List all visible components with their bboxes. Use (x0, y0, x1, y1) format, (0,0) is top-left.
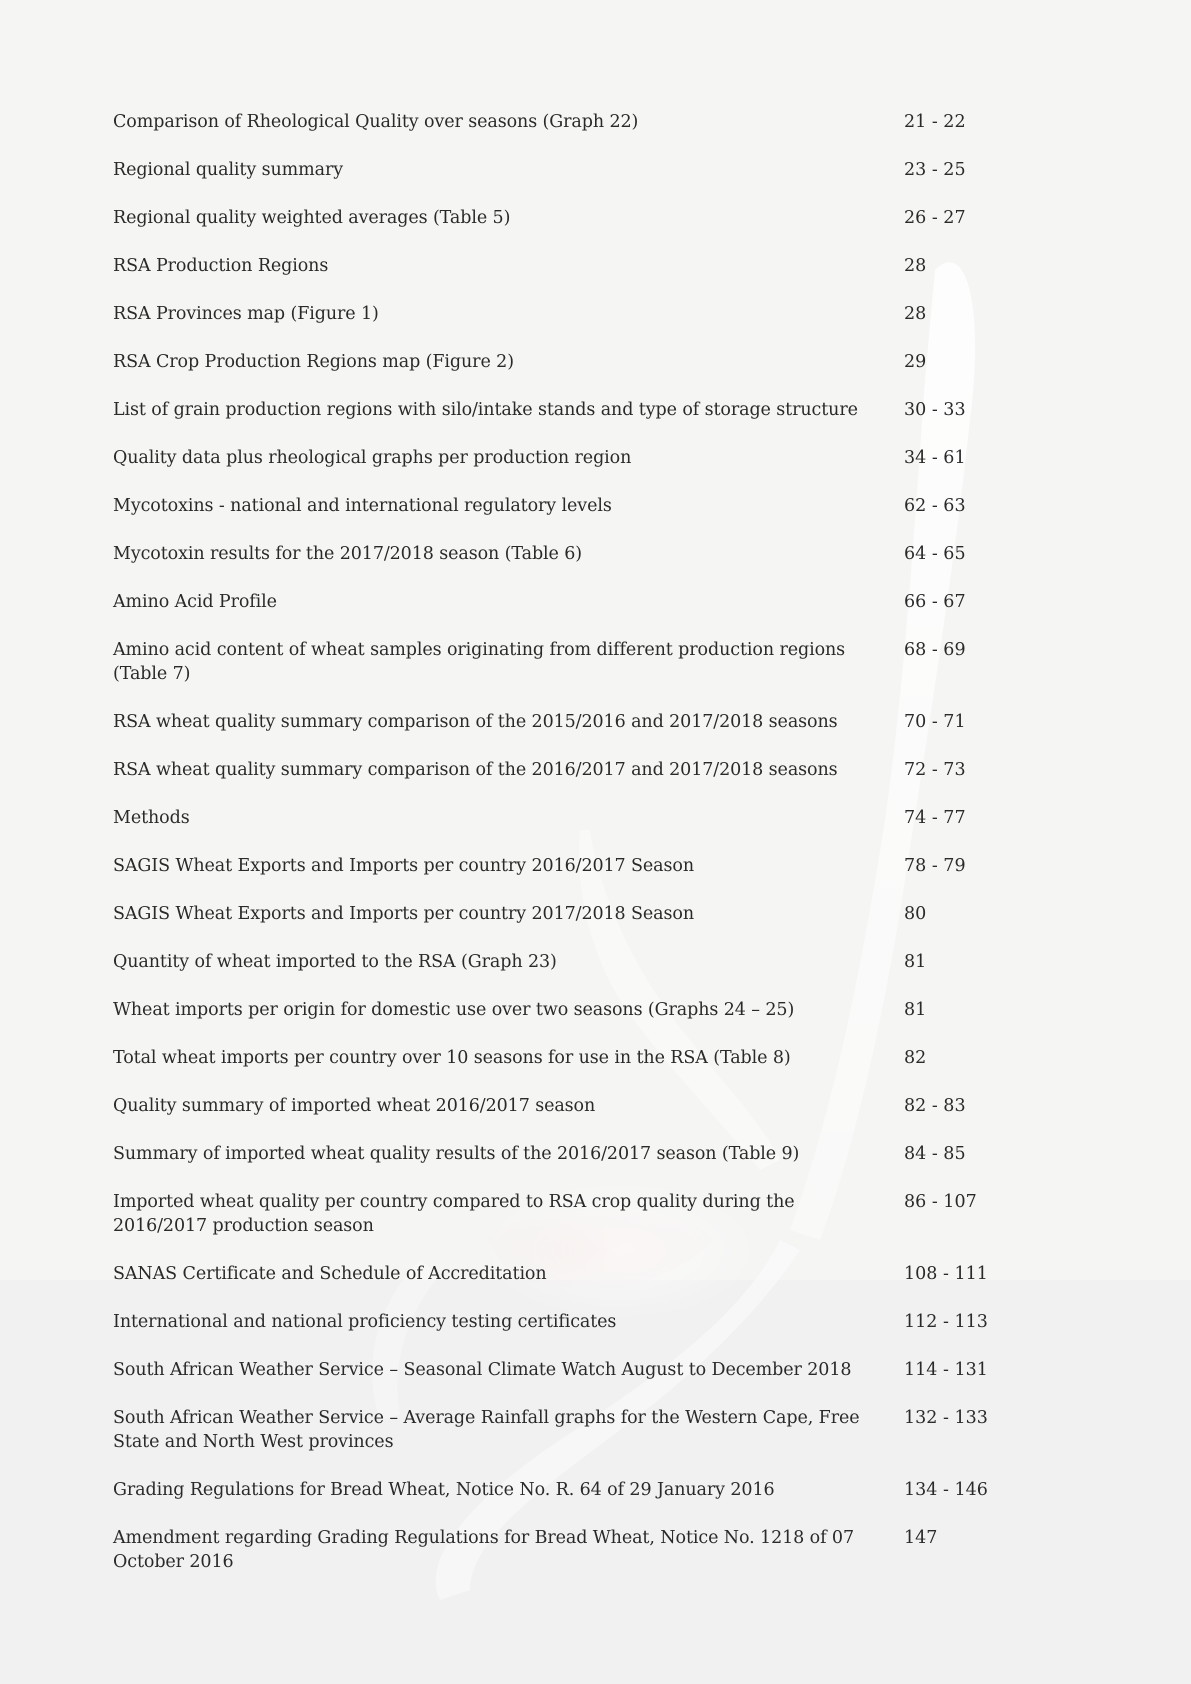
toc-entry-title: Quantity of wheat imported to the RSA (Graph 23) (113, 952, 557, 972)
toc-entry-title: Total wheat imports per country over 10 seasons for use in the RSA (Table 8) (113, 1048, 791, 1068)
toc-entry-title: Methods (113, 808, 190, 828)
toc-entry-pages: 112 - 113 (904, 1312, 988, 1332)
toc-entry-title: SANAS Certificate and Schedule of Accreditation (113, 1264, 547, 1284)
toc-entry-title: Comparison of Rheological Quality over seasons (Graph 22) (113, 112, 639, 132)
toc-entry-pages: 23 - 25 (904, 160, 966, 180)
toc-entry-title: Mycotoxins - national and international regulatory levels (113, 496, 612, 516)
toc-entry-pages: 30 - 33 (904, 400, 966, 420)
toc-entry-title: Imported wheat quality per country compared to RSA crop quality during the 2016/2017 production season (113, 1192, 795, 1236)
toc-entry-pages: 62 - 63 (904, 496, 966, 516)
toc-entry-pages: 132 - 133 (904, 1408, 988, 1428)
toc-entry-pages: 21 - 22 (904, 112, 966, 132)
toc-entry-title: RSA Crop Production Regions map (Figure 2) (113, 352, 514, 372)
toc-entry-pages: 81 (904, 1000, 927, 1020)
toc-entry-title: Quality data plus rheological graphs per production region (113, 448, 632, 468)
toc-entry-title: RSA Production Regions (113, 256, 329, 276)
toc-entry-pages: 26 - 27 (904, 208, 966, 228)
toc-entry-pages: 78 - 79 (904, 856, 966, 876)
toc-entry-pages: 34 - 61 (904, 448, 966, 468)
toc-entry-title: Mycotoxin results for the 2017/2018 season (Table 6) (113, 544, 583, 564)
toc-entry-pages: 84 - 85 (904, 1144, 966, 1164)
toc-entry-title: South African Weather Service – Average Rainfall graphs for the Western Cape, Free State and North West provinces (113, 1408, 860, 1452)
toc-entry-pages: 74 - 77 (904, 808, 966, 828)
toc-entry-pages: 108 - 111 (904, 1264, 988, 1284)
toc-entry-title: Summary of imported wheat quality results of the 2016/2017 season (Table 9) (113, 1144, 800, 1164)
toc-entry-pages: 80 (904, 904, 927, 924)
toc-entry-title: SAGIS Wheat Exports and Imports per country 2017/2018 Season (113, 904, 695, 924)
toc-entry-title: Amino Acid Profile (113, 592, 277, 612)
toc-entry-title: Grading Regulations for Bread Wheat, Notice No. R. 64 of 29 January 2016 (113, 1480, 775, 1500)
toc-entry-title: RSA wheat quality summary comparison of the 2015/2016 and 2017/2018 seasons (113, 712, 838, 732)
toc-entry-pages: 114 - 131 (904, 1360, 988, 1380)
toc-entry-title: Amino acid content of wheat samples originating from different production regions (Table 7) (113, 640, 846, 684)
toc-entry-pages: 64 - 65 (904, 544, 966, 564)
toc-entry-title: Wheat imports per origin for domestic use over two seasons (Graphs 24 – 25) (113, 1000, 795, 1020)
toc-entry-pages: 147 (904, 1528, 938, 1548)
toc-entry-title: RSA Provinces map (Figure 1) (113, 304, 379, 324)
toc-entry-title: SAGIS Wheat Exports and Imports per country 2016/2017 Season (113, 856, 695, 876)
toc-entry-title: South African Weather Service – Seasonal Climate Watch August to December 2018 (113, 1360, 852, 1380)
toc-entry-pages: 82 (904, 1048, 927, 1068)
toc-entry-pages: 86 - 107 (904, 1192, 977, 1212)
toc-entry-title: RSA wheat quality summary comparison of the 2016/2017 and 2017/2018 seasons (113, 760, 838, 780)
toc-entry-pages: 66 - 67 (904, 592, 966, 612)
toc-entry-pages: 72 - 73 (904, 760, 966, 780)
toc-entry-pages: 81 (904, 952, 927, 972)
toc-entry-pages: 28 (904, 256, 927, 276)
toc-entry-pages: 68 - 69 (904, 640, 966, 660)
toc-entry-title: Regional quality summary (113, 160, 344, 180)
toc-entry-pages: 82 - 83 (904, 1096, 966, 1116)
toc-entry-title: Amendment regarding Grading Regulations for Bread Wheat, Notice No. 1218 of 07 October 2016 (113, 1528, 855, 1572)
toc-entry-title: Quality summary of imported wheat 2016/2017 season (113, 1096, 596, 1116)
toc-entry-title: List of grain production regions with silo/intake stands and type of storage structure (113, 400, 858, 420)
toc-entry-pages: 70 - 71 (904, 712, 966, 732)
toc-entry-pages: 29 (904, 352, 927, 372)
toc-entry-title: International and national proficiency testing certificates (113, 1312, 617, 1332)
toc-entry-pages: 28 (904, 304, 927, 324)
toc-entry-pages: 134 - 146 (904, 1480, 988, 1500)
toc-entry-title: Regional quality weighted averages (Table 5) (113, 208, 511, 228)
